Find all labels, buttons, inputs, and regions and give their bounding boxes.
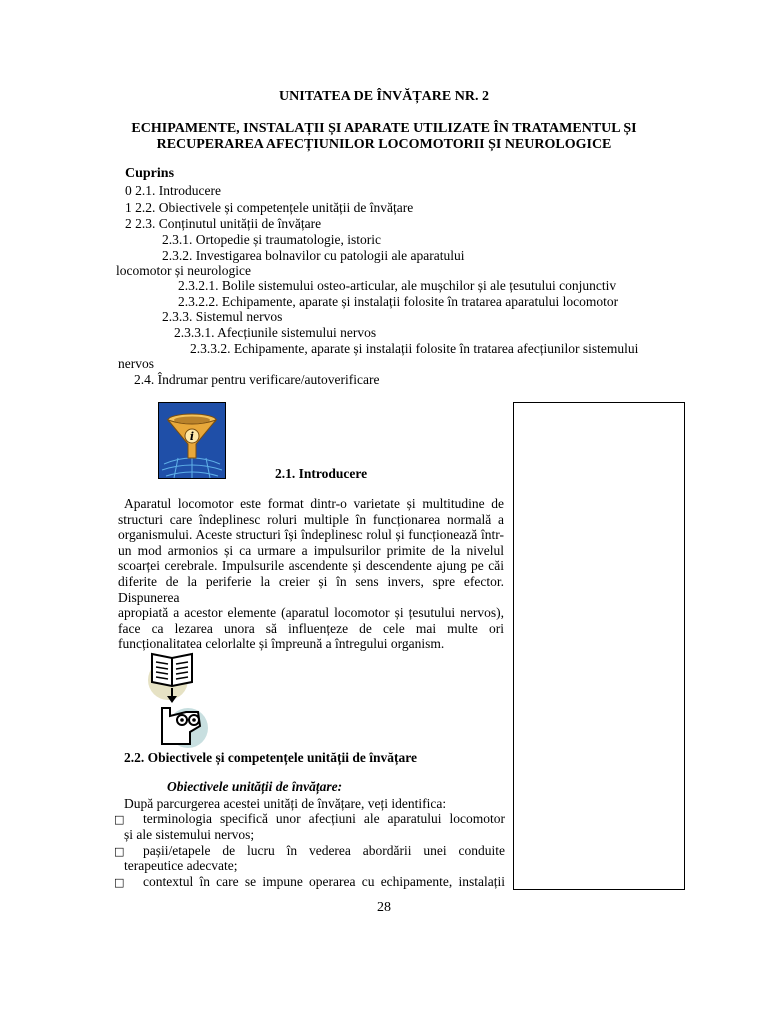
- main-title: [90, 121, 678, 153]
- paragraph-line: un mod armonios și ca urmare a impulsurilor primite de la nivelul: [118, 542, 504, 558]
- bullet-marker: □: [114, 876, 125, 889]
- section-title-introduction: 2.1. Introducere: [275, 466, 368, 481]
- toc-item: 2 2.3. Conținutul unității de învățare: [125, 216, 322, 231]
- toc-item: 2.3.3. Sistemul nervos: [162, 309, 283, 324]
- objectives-subheading: Obiectivele unității de învățare:: [167, 779, 343, 794]
- toc-item: 2.3.3.1. Afecțiunile sistemului nervos: [174, 325, 377, 340]
- main-title-line-1: ECHIPAMENTE, INSTALAȚII ȘI APARATE UTILIZATE ÎN TRATAMENTUL ȘI: [131, 121, 637, 136]
- toc-item: locomotor și neurologice: [116, 263, 251, 278]
- paragraph-line: apropiată a acestor elemente (aparatul locomotor și țesutului nervos),: [118, 605, 504, 621]
- unit-title: UNITATEA DE ÎNVĂȚARE NR. 2: [279, 89, 489, 104]
- page-number: 28: [377, 900, 391, 915]
- paragraph-line: funcționalitatea celorlalte și împreună a întregului organism.: [118, 636, 445, 652]
- toc-item: 2.4. Îndrumar pentru verificare/autoverificare: [134, 372, 380, 387]
- toc-item: 0 2.1. Introducere: [125, 183, 221, 198]
- bullet-item-line: contextul în care se impune operarea cu echipamente, instalații: [143, 874, 505, 889]
- bullet-item-line: pașii/etapele de lucru în vederea abordării unei conduite: [143, 843, 505, 858]
- bullet-item-line: terminologia specifică unor afecțiuni ale aparatului locomotor: [143, 811, 505, 826]
- toc-item: 2.3.2. Investigarea bolnavilor cu patologii ale aparatului: [162, 248, 465, 263]
- paragraph-line: Aparatul locomotor este format dintr-o varietate și multitudine de: [124, 496, 504, 511]
- bullet-item-line: și ale sistemului nervos;: [124, 827, 255, 842]
- toc-item: 2.3.1. Ortopedie și traumatologie, istoric: [162, 232, 381, 247]
- objectives-lead: După parcurgerea acestei unități de învățare, veți identifica:: [124, 796, 447, 811]
- paragraph-line: scoarței cerebrale. Impulsurile ascendente și descendente ajung pe căi: [118, 558, 504, 574]
- bullet-item-line: terapeutice adecvate;: [124, 858, 238, 873]
- toc-heading: Cuprins: [125, 166, 175, 181]
- side-notes-box: [513, 402, 685, 890]
- book-reading-icon: [146, 650, 212, 748]
- bullet-marker: □: [114, 813, 125, 826]
- svg-text:i: i: [189, 430, 195, 443]
- toc-item: 2.3.2.2. Echipamente, aparate și instalații folosite în tratarea aparatului locomotor: [178, 294, 619, 309]
- toc-item: 2.3.2.1. Bolile sistemului osteo-articular, ale mușchilor și ale țesutului conjunctiv: [178, 278, 617, 293]
- bullet-marker: □: [114, 845, 125, 858]
- introduction-paragraph: [118, 496, 504, 652]
- paragraph-line: face ca lezarea unora să influențeze de cele mai multe ori: [118, 620, 504, 636]
- paragraph-line: structuri care îndeplinesc roluri multiple în funcționarea normală a: [118, 511, 504, 527]
- main-title-line-2: RECUPERAREA AFECȚIUNILOR LOCOMOTORII ȘI NEUROLOGICE: [156, 137, 612, 152]
- paragraph-line: diferite de la periferie la creier și în sens invers, spre efector. Dispunerea: [118, 573, 504, 605]
- section-title-objectives: 2.2. Obiectivele și competențele unității de învățare: [124, 750, 417, 765]
- toc-item: nervos: [118, 356, 154, 371]
- toc-item: 1 2.2. Obiectivele și competențele unității de învățare: [125, 200, 414, 215]
- paragraph-line: organismului. Aceste structuri își îndeplinesc rolul și funcționează într-: [118, 527, 504, 543]
- funnel-info-icon: [158, 402, 226, 479]
- toc-item: 2.3.3.2. Echipamente, aparate și instalații folosite în tratarea afecțiunilor sistemului: [190, 341, 639, 356]
